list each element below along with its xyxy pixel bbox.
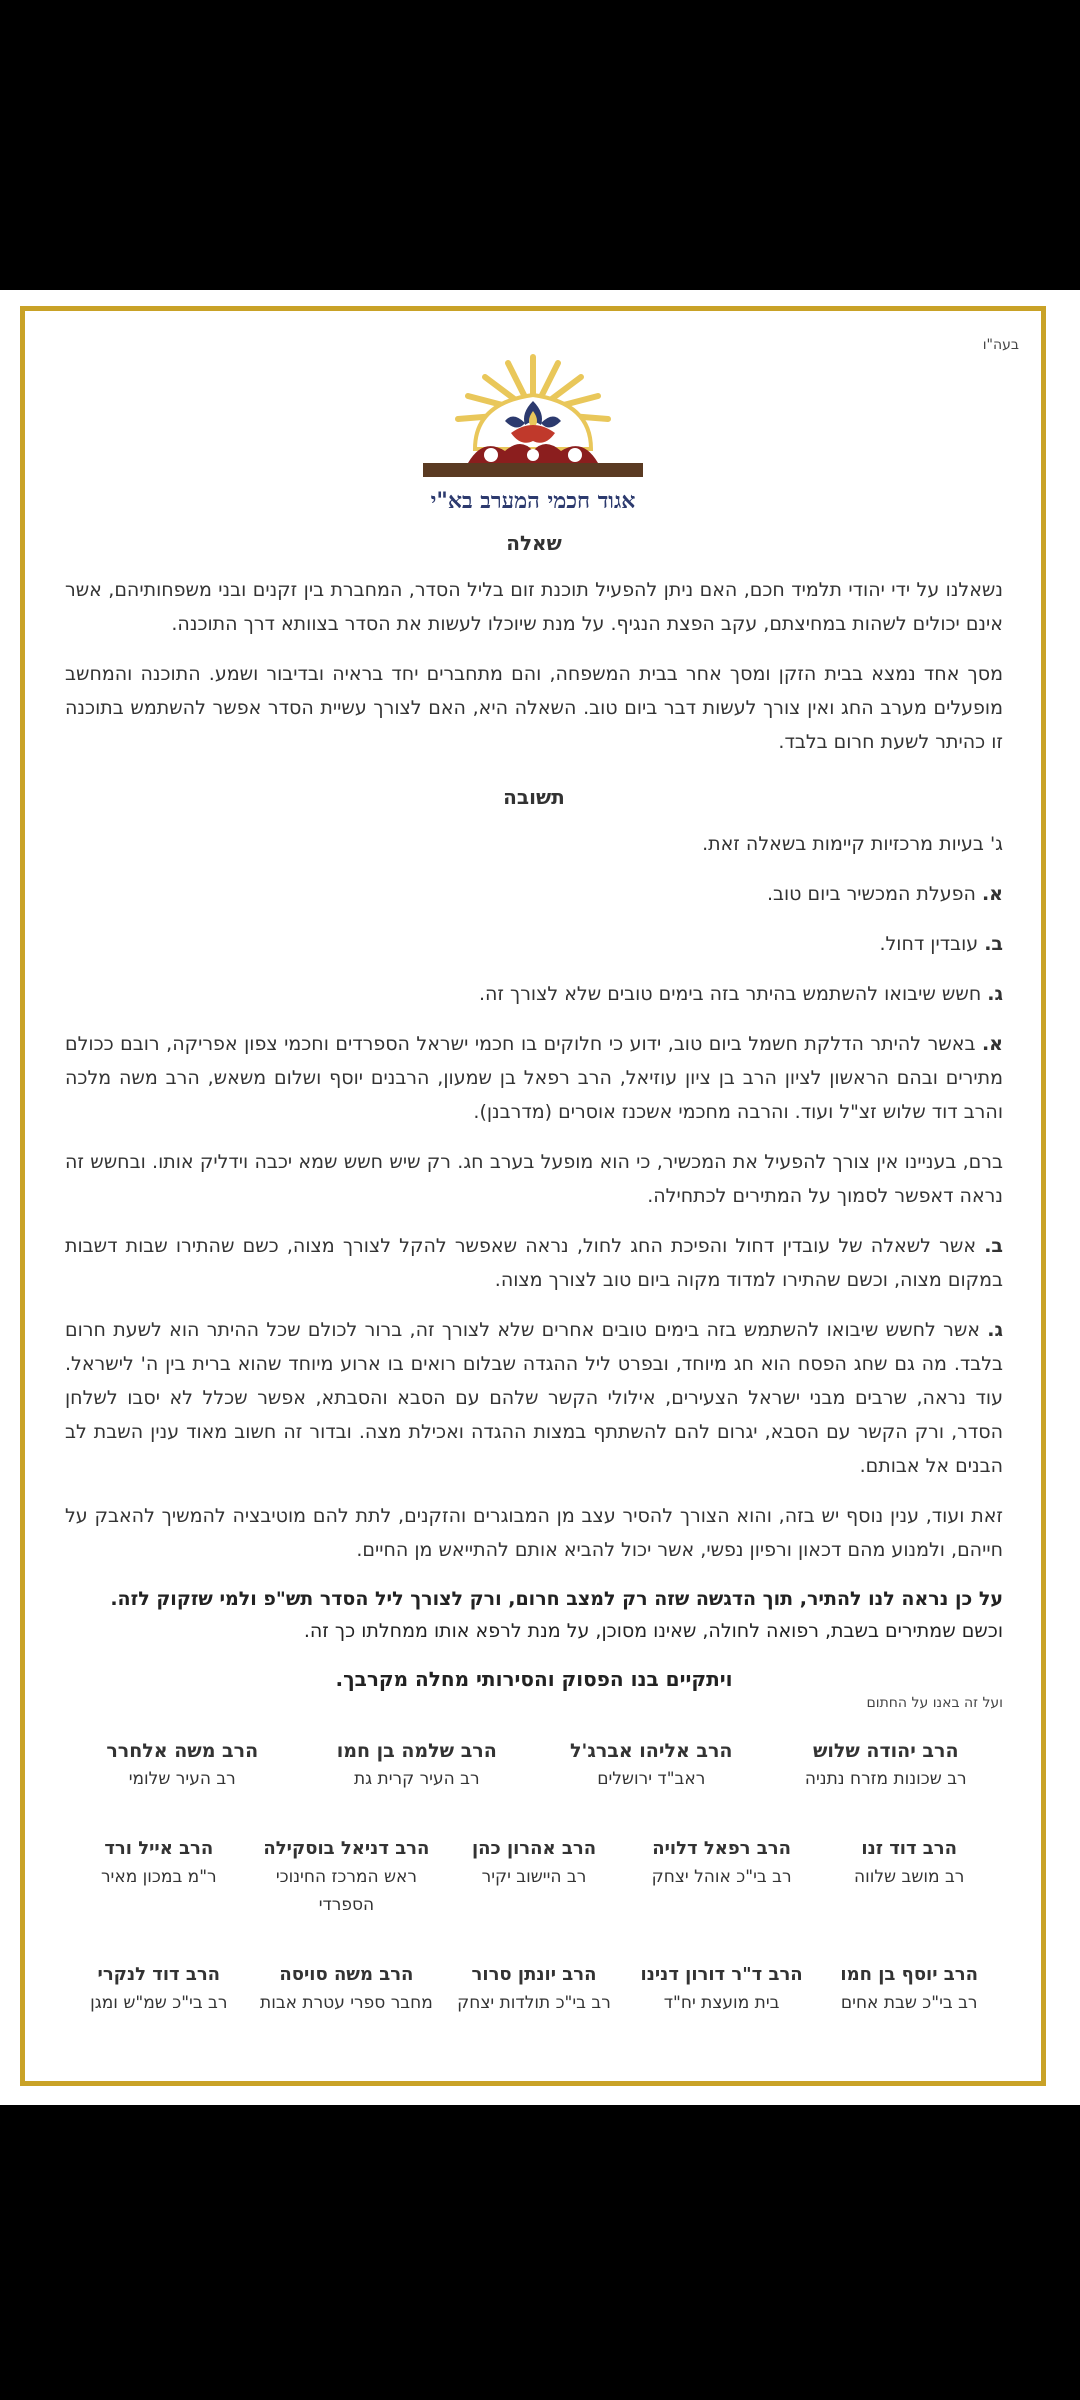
signatures — [65, 1737, 1003, 2059]
signature-name: הרב משה אלחרר — [106, 1740, 259, 1762]
signature — [534, 1737, 769, 1793]
question-paragraph: נשאלנו על ידי יהודי תלמיד חכם, האם ניתן להפעיל תוכנת זום בליל הסדר, המחברת בין זקנים ובני משפחותיהם, אשר אינם יכולים לשהות במחיצתם, עקב הפצת הנגיף. על מנת שיוכלו לעשות את הסדר בצוותא דרך התוכנה. — [65, 579, 1003, 635]
signature-name: הרב ד"ר דורון דנינו — [640, 1964, 803, 1985]
signature — [628, 1961, 816, 2017]
answer-title: תשובה — [503, 785, 565, 809]
signature — [65, 1961, 253, 2017]
answer-paragraph — [65, 1313, 1003, 1483]
answer-letter: א. — [981, 1033, 1003, 1055]
signature-name: הרב אייל ורד — [104, 1838, 214, 1859]
signature-name: הרב משה סויסה — [279, 1964, 414, 1985]
signature-role: מחבר ספרי עטרת אבות — [260, 1993, 433, 2013]
answer-text: אשר לחשש שיבואו להשתמש בזה בימים טובים אחרים שלא לצורך זה, ברור לכולם שכל ההיתר הוא לשעת חרום בלבד. מה גם שחג הפסח הוא חג מיוחד, ובפרט ליל ההגדה שבלום רואים בו ארוע מיוחד שהוא ברית בין ה' לישראל. עוד נראה, שרבים מבני ישראל הצעירים, אילולי הקשר שלהם עם הסבא והסבתא, אפשר שכלל לא יסבו לשלחן הסדר, ורק הקשר עם הסבא, יגרום להם להשתתף במצות ההגדה ואכילת מצה. ובדור זה חשוב מאוד ענין השבת לב הבנים אל אבותם. — [65, 1319, 1003, 1477]
conclusion-rest: וכשם שמתירים בשבת, רפואה לחולה, שאינו מסוכן, על מנת לרפא אותו ממחלתו כך זה. — [303, 1620, 1003, 1642]
signature — [628, 1835, 816, 1919]
signature-role: רב בי"כ שמ"ש ומגן — [90, 1993, 228, 2013]
issue-item — [65, 977, 1003, 1011]
signature — [440, 1961, 628, 2017]
signature — [769, 1737, 1004, 1793]
signature — [440, 1835, 628, 1919]
issue-letter: ב. — [984, 933, 1003, 955]
document-page — [0, 290, 1080, 2105]
verse: ויתקיים בנו הפסוק והסירותי מחלה מקרבך. — [335, 1667, 733, 1691]
signature — [65, 1737, 300, 1793]
signoff: ועל זה באנו על החתום — [866, 1695, 1003, 1711]
issue-text: הפעלת המכשיר ביום טוב. — [766, 883, 982, 905]
signature-row — [65, 1737, 1003, 1793]
issue-letter: ג. — [987, 983, 1003, 1005]
signature-role: רב שכונות מזרח נתניה — [804, 1769, 967, 1789]
answer-text: באשר להיתר הדלקת חשמל ביום טוב, ידוע כי חלוקים בו חכמי ישראל הספרדים וחכמי צפון אפריקה, רובם ככולם מתירים ובהם הראשון לציון הרב בן ציון עוזיאל, הרב רפאל בן שמעון, הרבנים יוסף ושלום משאש, הרב משה מלכה והרב דוד שלוש זצ"ל ועוד. והרבה מחכמי אשכנז אוסרים (מדרבנן). — [65, 1033, 1003, 1123]
issue-text: חשש שיבואו להשתמש בהיתר בזה בימים טובים שלא לצורך זה. — [478, 983, 988, 1005]
answer-paragraph — [65, 1229, 1003, 1297]
signature-name: הרב דוד זנו — [861, 1838, 957, 1859]
signature — [253, 1961, 441, 2017]
question-paragraph: מסך אחד נמצא בבית הזקן ומסך אחר בבית המשפחה, והם מתחברים יחד בראיה ובדיבור ושמע. התוכנה והמחשב מופעלים מערב החג ואין צורך לעשות דבר ביום טוב. השאלה היא, האם לצורך עשיית הסדר אפשר להשתמש בתוכנה זו כהיתר לשעת חרום בלבד. — [65, 663, 1003, 753]
signature-name: הרב דניאל בוסקילה — [263, 1838, 430, 1859]
answer-text: זאת ועוד, ענין נוסף יש בזה, והוא הצורך להסיר עצב מן המבוגרים והזקנים, לתת להם מוטיבציה להמשיך להאבק על חייהם, ולמנוע מהם דכאון ורפיון נפשי, אשר יכול להביא אותם להתייאש מן החיים. — [65, 1505, 1003, 1561]
signature — [815, 1835, 1003, 1919]
signature-name: הרב דוד לנקרי — [97, 1964, 221, 1985]
signature-name: הרב יונתן סרור — [471, 1964, 597, 1985]
document-frame — [20, 306, 1046, 2086]
conclusion — [65, 1583, 1003, 1647]
answer-letter: ב. — [984, 1235, 1003, 1257]
issue-item — [65, 927, 1003, 961]
signature-role: רב מושב שלווה — [854, 1867, 965, 1887]
conclusion-bold: על כן נראה לנו להתיר, תוך הדגשה שזה רק למצב חרום, ורק לצורך ליל הסדר תש"פ ולמי שזקוק לזה. — [110, 1588, 1003, 1610]
signature-name: הרב רפאל דלויה — [652, 1838, 791, 1859]
signature — [300, 1737, 535, 1793]
question-title: שאלה — [506, 531, 562, 555]
answer-intro: ג' בעיות מרכזיות קיימות בשאלה זאת. — [702, 833, 1003, 855]
signature-name: הרב שלמה בן חמו — [336, 1740, 497, 1762]
signature-role: רב העיר שלומי — [128, 1769, 236, 1789]
answer-text: אשר לשאלה של עובדין דחול והפיכת החג לחול, נראה שאפשר להקל לצורך מצוה, כשם שהתירו שבות דשבות במקום מצוה, וכשם שהתירו למדוד מקוה ביום טוב לצורך מצוה. — [65, 1235, 1003, 1291]
answer-paragraph — [65, 1145, 1003, 1213]
signature-role: רב היישוב יקיר — [481, 1867, 587, 1887]
signature-role: רב בי"כ תולדות יצחק — [457, 1993, 611, 2013]
signature-role: ראש המרכז החינוכי הספרדי — [275, 1867, 417, 1915]
answer-letter: ג. — [987, 1319, 1003, 1341]
logo — [408, 351, 658, 514]
signature-role: רב העיר קרית גת — [353, 1769, 480, 1789]
logo-text: אגוד חכמי המערב בא"י — [430, 488, 636, 514]
answer-paragraph — [65, 1027, 1003, 1129]
answer-text: ברם, בעניינו אין צורך להפעיל את המכשיר, כי הוא מופעל בערב חג. רק שיש חשש שמא יכבה וידליק אותו. ובחשש זה נראה דאפשר לסמוך על המתירים לכתחילה. — [65, 1151, 1003, 1207]
signature — [253, 1835, 441, 1919]
logo-icon — [413, 351, 653, 486]
answer-paragraph — [65, 1499, 1003, 1567]
signature-role: ר"מ במכון מאיר — [100, 1867, 217, 1887]
signature-role: בית מועצת יח"ד — [663, 1993, 780, 2013]
signature-name: הרב יהודה שלוש — [812, 1740, 959, 1762]
signature-name: הרב אליהו אברג'ל — [570, 1740, 733, 1762]
signature — [65, 1835, 253, 1919]
issue-letter: א. — [981, 883, 1003, 905]
signature-role: רב בי"כ שבת אחים — [840, 1993, 978, 2013]
signature-row — [65, 1961, 1003, 2017]
issue-item — [65, 877, 1003, 911]
issue-text: עובדין דחול. — [879, 933, 985, 955]
signature-name: הרב אהרון כהן — [471, 1838, 597, 1859]
beh-note: בעה"ו — [982, 337, 1019, 353]
signature-row — [65, 1835, 1003, 1919]
signature-role: ראב"ד ירושלים — [597, 1769, 706, 1789]
document-body — [65, 531, 1003, 2059]
signature-name: הרב יוסף בן חמו — [840, 1964, 978, 1985]
signature-role: רב בי"כ אוהל יצחק — [651, 1867, 792, 1887]
signature — [815, 1961, 1003, 2017]
